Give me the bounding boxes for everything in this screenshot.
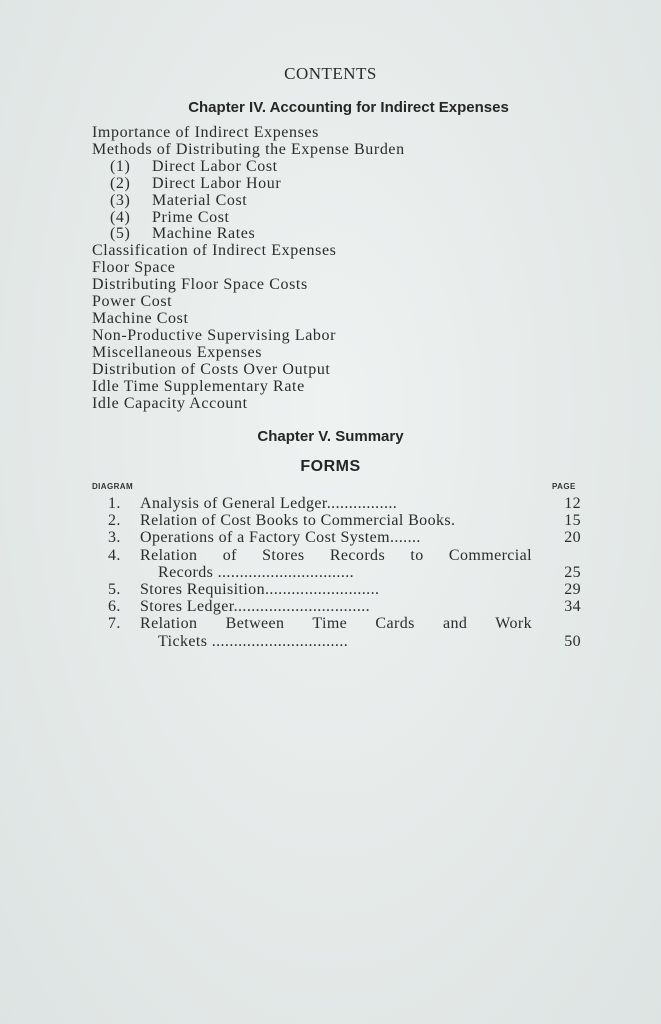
form-title: Analysis of General Ledger................ [140,495,398,512]
form-title-continuation: Records ............................... [158,563,355,581]
toc-item [92,159,405,176]
forms-title: FORMS [300,458,361,475]
toc-item [92,345,405,362]
toc-item-text: Machine Cost [92,309,189,327]
toc-item-text: Classification of Indirect Expenses [92,242,337,260]
toc-item [92,396,405,413]
toc-item-number: (2) [110,174,131,192]
form-page-number: 29 [564,580,581,598]
toc-item-text: Prime Cost [152,208,230,226]
chapter-iv-topics [92,125,405,412]
toc-item [92,260,405,277]
form-row-continuation [108,633,581,650]
form-number: 5. [108,580,121,598]
form-page-number: 34 [564,598,581,616]
form-title: Relation of Cost Books to Commercial Books. [140,512,456,530]
toc-item-text: Methods of Distributing the Expense Burden [92,140,405,158]
toc-item-text: Distribution of Costs Over Output [92,360,331,378]
toc-item [92,142,405,159]
form-number: 1. [108,495,121,512]
toc-item-text: Miscellaneous Expenses [92,343,263,361]
toc-item-text: Idle Capacity Account [92,394,248,412]
diagram-column-header: DIAGRAM [92,482,134,491]
toc-item [92,379,405,396]
toc-item-text: Non-Productive Supervising Labor [92,326,337,344]
form-page-number: 20 [564,529,581,547]
toc-item [92,362,405,379]
form-number: 2. [108,512,121,530]
chapter-iv-heading: Chapter IV. Accounting for Indirect Expenses [188,99,509,116]
form-number: 4. [108,546,121,564]
form-row [108,495,581,512]
toc-item-text: Material Cost [152,191,248,209]
form-title: Operations of a Factory Cost System....... [140,529,421,547]
toc-item-text: Power Cost [92,293,173,311]
toc-item-text: Importance of Indirect Expenses [92,124,319,141]
toc-item-number: (1) [110,157,131,175]
form-title-continuation: Tickets ............................... [158,632,349,650]
form-title: Stores Ledger............................... [140,598,371,616]
form-page-number: 50 [564,632,581,650]
form-number: 3. [108,529,121,547]
form-number: 7. [108,615,121,633]
page-column-header: PAGE [552,482,576,491]
toc-item-text: Idle Time Supplementary Rate [92,377,305,395]
form-page-number: 15 [564,512,581,530]
form-row [108,598,581,615]
toc-item [92,328,405,345]
form-row [108,547,581,564]
toc-item [92,294,405,311]
toc-item-text: Distributing Floor Space Costs [92,276,308,294]
form-row [108,529,581,546]
form-row [108,581,581,598]
toc-item-text: Direct Labor Hour [152,174,282,192]
toc-item [92,311,405,328]
form-title: Stores Requisition.......................... [140,580,380,598]
form-page-number: 25 [564,563,581,581]
form-row-continuation [108,564,581,581]
toc-item-number: (5) [110,225,131,243]
toc-item-number: (3) [110,191,131,209]
form-row [108,512,581,529]
toc-item [92,277,405,294]
toc-item-number: (4) [110,208,131,226]
contents-title: CONTENTS [284,64,377,83]
forms-list [108,495,581,650]
form-row [108,615,581,632]
form-page-number: 12 [564,495,581,512]
form-title: Relation of Stores Records to Commercial [140,546,532,564]
form-title: Relation Between Time Cards and Work [140,615,532,633]
toc-item [92,176,405,193]
toc-item [92,226,405,243]
chapter-v-heading: Chapter V. Summary [257,428,404,445]
toc-item [92,243,405,260]
toc-item-text: Floor Space [92,259,176,277]
toc-item [92,125,405,142]
form-number: 6. [108,598,121,616]
toc-item-text: Machine Rates [152,225,256,243]
toc-item [92,193,405,210]
toc-item [92,210,405,227]
toc-item-text: Direct Labor Cost [152,157,278,175]
